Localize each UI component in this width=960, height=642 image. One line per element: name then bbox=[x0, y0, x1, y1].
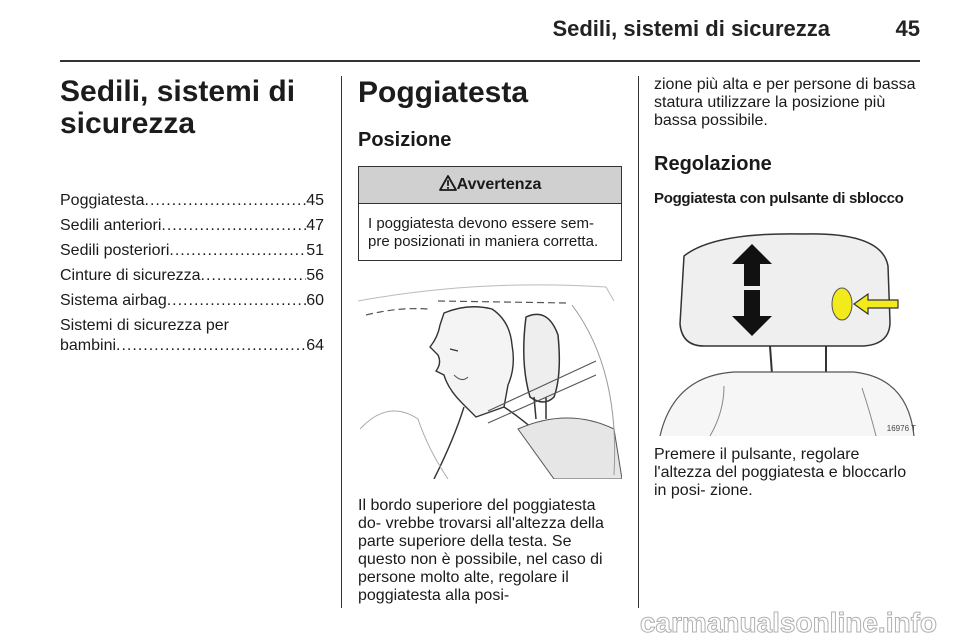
headrest-button-illustration bbox=[654, 226, 920, 436]
chapter-title: Sedili, sistemi di sicurezza bbox=[60, 75, 296, 140]
toc-item-label: Poggiatesta bbox=[60, 192, 145, 209]
toc-dot-leader bbox=[145, 188, 307, 213]
table-of-contents bbox=[60, 188, 324, 356]
toc-item-label: Sedili anteriori bbox=[60, 217, 162, 234]
warning-title: Avvertenza bbox=[456, 176, 542, 193]
driver-headrest-illustration bbox=[358, 279, 622, 479]
toc-item-page: 47 bbox=[306, 217, 324, 234]
warning-header bbox=[359, 167, 621, 204]
toc-dot-leader bbox=[169, 238, 306, 263]
toc-item[interactable] bbox=[60, 263, 324, 288]
toc-item[interactable] bbox=[60, 213, 324, 238]
toc-item-label-line1: Sistemi di sicurezza per bbox=[60, 317, 229, 334]
right-column bbox=[654, 76, 920, 500]
column-divider-right bbox=[638, 76, 639, 608]
toc-item-page: 64 bbox=[306, 337, 324, 354]
running-header-title: Sedili, sistemi di sicurezza bbox=[552, 16, 830, 41]
header-rule bbox=[60, 60, 920, 62]
warning-triangle-icon bbox=[439, 175, 457, 191]
toc-item-page: 45 bbox=[306, 192, 324, 209]
watermark-text: carmanualsonline.info bbox=[639, 607, 937, 638]
toc-item-label: Sedili posteriori bbox=[60, 242, 170, 259]
toc-item-multiline[interactable] bbox=[60, 316, 324, 356]
figure-code: 16976 T bbox=[886, 424, 916, 433]
toc-item[interactable] bbox=[60, 238, 324, 263]
column-divider-left bbox=[341, 76, 342, 608]
toc-item-page: 60 bbox=[306, 292, 324, 309]
toc-item-page: 56 bbox=[306, 267, 324, 284]
continued-paragraph: zione più alta e per persone di bassa statura utilizzare la posizione più bassa possibile. bbox=[654, 76, 916, 129]
subheading: Posizione bbox=[358, 129, 452, 151]
toc-item-label: Sistema airbag bbox=[60, 292, 167, 309]
toc-dot-leader bbox=[167, 288, 306, 313]
section-title-regolazione: Regolazione bbox=[654, 153, 772, 175]
toc-item[interactable] bbox=[60, 188, 324, 213]
toc-dot-leader bbox=[116, 336, 306, 356]
toc-item-page: 51 bbox=[306, 242, 324, 259]
toc-item-label-line2: bambini bbox=[60, 337, 117, 354]
subsection-title: Poggiatesta con pulsante di sblocco bbox=[654, 190, 904, 207]
warning-text: I poggiatesta devono essere sem- pre posizionati in maniera corretta. bbox=[368, 215, 599, 250]
middle-column bbox=[358, 76, 622, 605]
toc-item-label: Cinture di sicurezza bbox=[60, 267, 201, 284]
watermark bbox=[0, 602, 960, 642]
toc-dot-leader bbox=[201, 263, 307, 288]
left-column bbox=[60, 76, 324, 356]
body-paragraph: Premere il pulsante, regolare l'altezza del poggiatesta e bloccarlo in posi- zione. bbox=[654, 446, 907, 499]
page-number: 45 bbox=[895, 16, 920, 41]
toc-dot-leader bbox=[161, 213, 306, 238]
warning-box bbox=[358, 166, 622, 261]
section-title: Poggiatesta bbox=[358, 76, 529, 109]
toc-item[interactable] bbox=[60, 288, 324, 313]
body-paragraph: Il bordo superiore del poggiatesta do- vrebbe trovarsi all'altezza della parte superiore della testa. Se questo non è possibile, nel caso di persone molto alte, regolare il poggiatesta alla posi- bbox=[358, 497, 604, 604]
